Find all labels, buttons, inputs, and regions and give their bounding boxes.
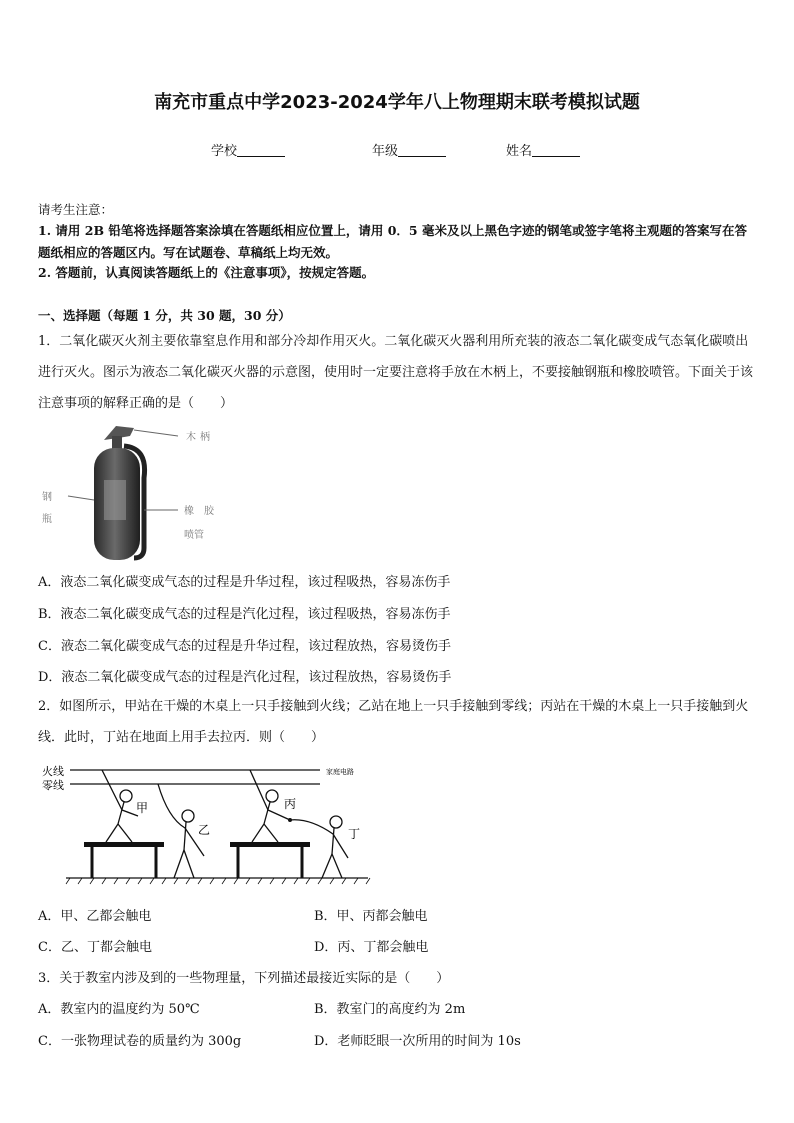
question-2-option-c: C．乙、丁都会触电: [38, 940, 152, 955]
school-blank: [237, 143, 285, 157]
label-hose-2: 喷管: [184, 530, 204, 541]
label-neutral-wire: 零线: [42, 779, 64, 792]
label-hose-1: 橡 胶: [184, 506, 214, 517]
label-home-circuit: 家庭电路: [326, 768, 354, 776]
label-handle-2: 柄: [200, 432, 210, 443]
name-field: [506, 140, 580, 159]
label-handle-1: 木: [186, 432, 196, 443]
notice-item-1: 1. 请用 2B 铅笔将选择题答案涂填在答题纸相应位置上，请用 0．5 毫米及以上黑色字迹的钢笔或签字笔将主观题的答案写在答题纸相应的答题区内。写在试题卷、草稿纸上均无效。: [38, 223, 747, 260]
question-3-option-d: D．老师眨眼一次所用的时间为 10s: [314, 1034, 521, 1049]
question-3-option-b: B．教室门的高度约为 2m: [314, 1002, 466, 1017]
question-2-stem: 2．如图所示，甲站在干燥的木桌上一只手接触到火线；乙站在地上一只手接触到零线；丙站在干燥的木桌上一只手接触到火线．此时，丁站在地面上用手去拉丙．则（ ）: [38, 699, 749, 745]
label-bing: 丙: [284, 797, 297, 811]
fire-extinguisher-figure: [38, 418, 238, 568]
grade-blank: [398, 143, 446, 157]
question-2-option-b: B．甲、丙都会触电: [314, 909, 428, 924]
grade-field: [372, 140, 446, 159]
label-bottle-2: 瓶: [42, 514, 52, 525]
question-1-option-b: B．液态二氧化碳变成气态的过程是汽化过程，该过程吸热，容易冻伤手: [38, 607, 451, 622]
grade-label: 年级: [372, 144, 399, 159]
label-live-wire: 火线: [42, 765, 64, 778]
school-label: 学校: [211, 144, 238, 159]
question-2-option-a: A．甲、乙都会触电: [38, 909, 152, 924]
label-bottle-1: 钢: [42, 492, 52, 503]
notice-heading: 请考生注意：: [38, 202, 114, 217]
question-1-option-a: A．液态二氧化碳变成气态的过程是升华过程，该过程吸热，容易冻伤手: [38, 575, 451, 590]
label-yi: 乙: [198, 823, 211, 837]
name-blank: [532, 143, 580, 157]
question-3-option-a: A．教室内的温度约为 50℃: [38, 1002, 200, 1017]
question-3-stem: 3．关于教室内涉及到的一些物理量，下列描述最接近实际的是（ ）: [38, 971, 450, 986]
table-1: [84, 842, 164, 847]
person-jia: [102, 770, 138, 842]
question-3-option-c: C．一张物理试卷的质量约为 300g: [38, 1034, 242, 1049]
page-title: 南充市重点中学2023-2024学年八上物理期末联考模拟试题: [154, 92, 640, 113]
question-1-option-c: C．液态二氧化碳变成气态的过程是升华过程，该过程放热，容易烫伤手: [38, 639, 451, 654]
school-field: [211, 140, 285, 159]
question-1-stem: 1．二氧化碳灭火剂主要依靠窒息作用和部分冷却作用灭火。二氧化碳灭火器利用所充装的液态二氧化碳变成气态氧化碳喷出进行灭火。图示为液态二氧化碳灭火器的示意图，使用时一定要注意将手放在木柄上，不要接触钢瓶和橡胶喷管。下面关于该注意事项的解释正确的是（ ）: [38, 334, 754, 411]
label-jia: 甲: [136, 801, 149, 815]
section-heading: 一、选择题（每题 1 分，共 30 题，30 分）: [38, 308, 291, 323]
ground-hatching: [66, 878, 370, 884]
question-1-option-d: D．液态二氧化碳变成气态的过程是汽化过程，该过程放热，容易烫伤手: [38, 670, 452, 685]
notice-item-2: 2. 答题前，认真阅读答题纸上的《注意事项》，按规定答题。: [38, 265, 375, 280]
name-label: 姓名: [506, 144, 533, 159]
question-2-option-d: D．丙、丁都会触电: [314, 940, 429, 955]
label-ding: 丁: [348, 827, 361, 841]
circuit-figure: [38, 758, 378, 886]
table-2: [230, 842, 310, 847]
